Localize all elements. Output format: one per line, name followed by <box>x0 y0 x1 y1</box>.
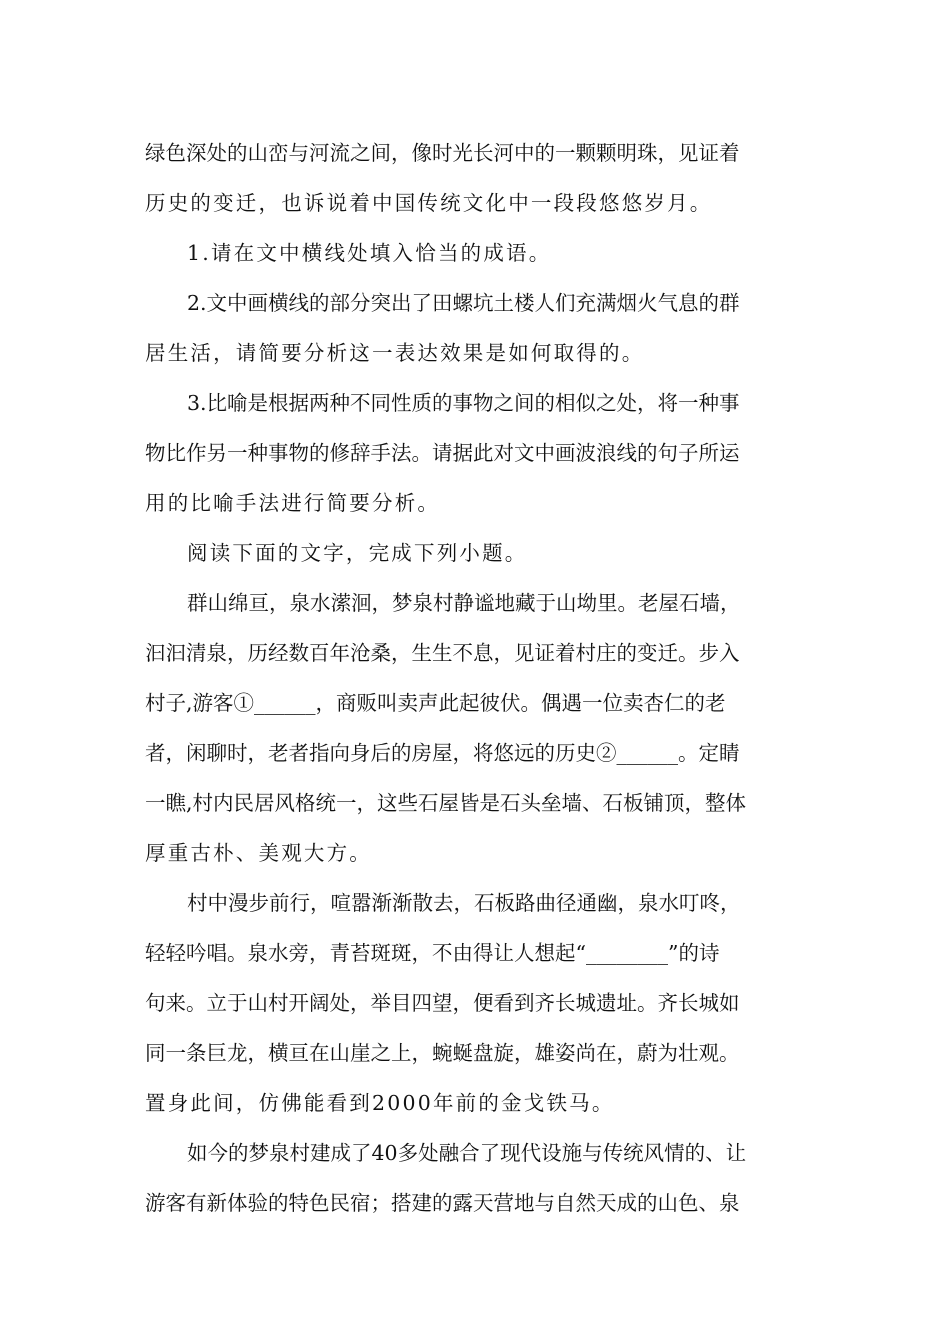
text-line-3 <box>145 228 810 278</box>
line-text: 3.比喻是根据两种不同性质的事物之间的相似之处，将一种事 <box>187 391 740 415</box>
document-body <box>145 128 810 1228</box>
text-line-22 <box>145 1178 810 1228</box>
text-line-16 <box>145 878 810 928</box>
line-text: 句来。立于山村开阔处，举目四望，便看到齐长城遗址。齐长城如 <box>145 991 740 1015</box>
line-text: 阅读下面的文字，完成下列小题。 <box>187 541 528 565</box>
text-line-18 <box>145 978 810 1028</box>
line-text: 历史的变迁，也诉说着中国传统文化中一段段悠悠岁月。 <box>145 191 713 215</box>
line-text: 2.文中画横线的部分突出了田螺坑土楼人们充满烟火气息的群 <box>187 291 740 315</box>
line-text: 置身此间，仿佛能看到2000年前的金戈铁马。 <box>145 1091 615 1115</box>
line-text: 物比作另一种事物的修辞手法。请据此对文中画波浪线的句子所运 <box>145 441 740 465</box>
text-line-7 <box>145 428 810 478</box>
text-line-19 <box>145 1028 810 1078</box>
line-text: 村中漫步前行，喧嚣渐渐散去，石板路曲径通幽，泉水叮咚， <box>187 891 741 915</box>
text-line-20 <box>145 1078 810 1128</box>
text-line-8 <box>145 478 810 528</box>
text-line-6 <box>145 378 810 428</box>
text-line-2 <box>145 178 810 228</box>
text-line-1 <box>145 128 810 178</box>
line-text: 同一条巨龙，横亘在山崖之上，蜿蜒盘旋，雄姿尚在，蔚为壮观。 <box>145 1041 740 1065</box>
line-text: 群山绵亘，泉水潆洄，梦泉村静谧地藏于山坳里。老屋石墙， <box>187 591 741 615</box>
text-line-15 <box>145 828 810 878</box>
line-text: 村子,游客①______，商贩叫卖声此起彼伏。偶遇一位卖杏仁的老 <box>145 691 726 715</box>
line-text: 一瞧,村内民居风格统一，这些石屋皆是石头垒墙、石板铺顶，整体 <box>145 791 747 815</box>
text-line-17 <box>145 928 810 978</box>
line-text: 用的比喻手法进行简要分析。 <box>145 491 441 515</box>
line-text: 居生活，请简要分析这一表达效果是如何取得的。 <box>145 341 645 365</box>
text-line-10 <box>145 578 810 628</box>
line-text: 绿色深处的山峦与河流之间，像时光长河中的一颗颗明珠，见证着 <box>145 141 740 165</box>
line-text: 厚重古朴、美观大方。 <box>145 841 372 865</box>
line-text: 者，闲聊时，老者指向身后的房屋，将悠远的历史②______。定睛 <box>145 741 740 765</box>
text-line-12 <box>145 678 810 728</box>
text-line-21 <box>145 1128 810 1178</box>
line-text: 轻轻吟唱。泉水旁，青苔斑斑，不由得让人想起“________”的诗 <box>145 941 720 965</box>
line-text: 游客有新体验的特色民宿；搭建的露天营地与自然天成的山色、泉 <box>145 1191 740 1215</box>
line-text: 1.请在文中横线处填入恰当的成语。 <box>187 241 552 265</box>
text-line-14 <box>145 778 810 828</box>
line-text: 汩汩清泉，历经数百年沧桑，生生不息，见证着村庄的变迁。步入 <box>145 641 740 665</box>
text-line-5 <box>145 328 810 378</box>
text-line-4 <box>145 278 810 328</box>
text-line-9 <box>145 528 810 578</box>
text-line-11 <box>145 628 810 678</box>
text-line-13 <box>145 728 810 778</box>
line-text: 如今的梦泉村建成了40多处融合了现代设施与传统风情的、让 <box>187 1141 747 1165</box>
